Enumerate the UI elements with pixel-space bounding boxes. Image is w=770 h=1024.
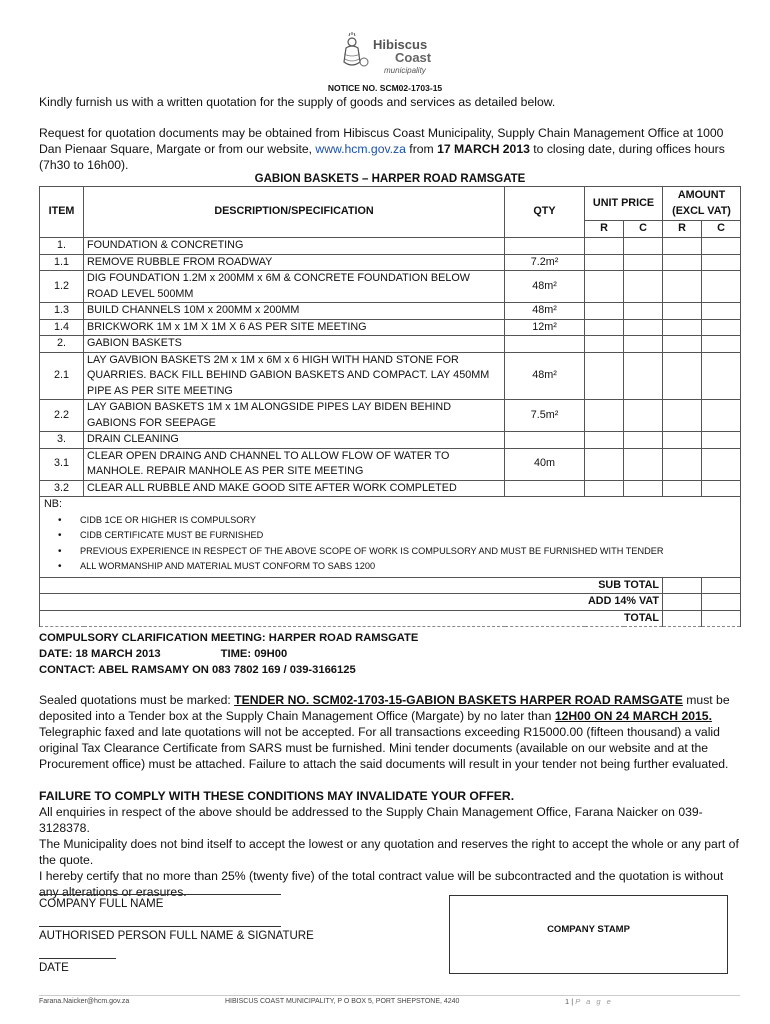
subtotal-rand-cell[interactable] bbox=[663, 577, 702, 594]
unit-cents-cell[interactable] bbox=[624, 352, 663, 400]
row-qty: 7.2m² bbox=[505, 254, 585, 271]
amount-rand-cell[interactable] bbox=[663, 271, 702, 303]
row-description: DRAIN CLEANING bbox=[84, 432, 505, 449]
header-qty: QTY bbox=[505, 187, 585, 238]
unit-cents-cell[interactable] bbox=[624, 319, 663, 336]
table-row bbox=[40, 352, 741, 400]
amount-rand-cell[interactable] bbox=[663, 400, 702, 432]
row-item: 1.3 bbox=[40, 303, 84, 320]
conditions-section bbox=[39, 788, 739, 900]
unit-rand-cell[interactable] bbox=[585, 480, 624, 497]
date-field[interactable] bbox=[39, 958, 116, 974]
enquiries-text: All enquiries in respect of the above should be addressed to the Supply Chain Management Office, Farana Naicker on 039-3128378. bbox=[39, 805, 703, 835]
table-row bbox=[40, 254, 741, 271]
authorised-person-label: AUTHORISED PERSON FULL NAME & SIGNATURE bbox=[39, 930, 314, 942]
amount-cents-cell[interactable] bbox=[702, 336, 741, 353]
page-footer bbox=[39, 995, 740, 1013]
header-amount-note: (EXCL VAT) bbox=[672, 204, 731, 217]
header-amount bbox=[663, 187, 741, 221]
unit-cents-cell[interactable] bbox=[624, 480, 663, 497]
row-qty bbox=[505, 336, 585, 353]
nb-list bbox=[44, 513, 736, 575]
amount-cents-cell[interactable] bbox=[702, 319, 741, 336]
row-qty bbox=[505, 432, 585, 449]
row-item: 1.1 bbox=[40, 254, 84, 271]
header-amount-rand: R bbox=[663, 221, 702, 238]
page-label: P a g e bbox=[575, 997, 613, 1006]
vat-rand-cell[interactable] bbox=[663, 594, 702, 611]
amount-cents-cell[interactable] bbox=[702, 303, 741, 320]
unit-cents-cell[interactable] bbox=[624, 271, 663, 303]
row-description: BRICKWORK 1M x 1M X 1M X 6 AS PER SITE MEETING bbox=[84, 319, 505, 336]
header-unit-price: UNIT PRICE bbox=[585, 187, 663, 221]
total-rand-cell[interactable] bbox=[663, 610, 702, 627]
amount-rand-cell[interactable] bbox=[663, 238, 702, 255]
row-item: 2. bbox=[40, 336, 84, 353]
unit-cents-cell[interactable] bbox=[624, 400, 663, 432]
request-text-1: Request for quotation documents may be obtained from Hibiscus Coast Municipality, Supply Chain Management Office at 1000 Dan Pienaar Square, Margate or from our website, bbox=[39, 126, 724, 156]
amount-rand-cell[interactable] bbox=[663, 254, 702, 271]
amount-rand-cell[interactable] bbox=[663, 352, 702, 400]
signature-line bbox=[39, 894, 281, 895]
unit-rand-cell[interactable] bbox=[585, 254, 624, 271]
table-title: GABION BASKETS – HARPER ROAD RAMSGATE bbox=[254, 173, 526, 185]
row-item: 3. bbox=[40, 432, 84, 449]
logo-name-line2: Coast bbox=[395, 50, 432, 65]
meeting-date: DATE: 18 MARCH 2013 bbox=[39, 648, 161, 660]
notice-number: NOTICE NO. SCM02-1703-15 bbox=[327, 83, 443, 93]
certify-text: I hereby certify that no more than 25% (twenty five) of the total contract value will be subcontracted and the quotation is without any alterations or erasures. bbox=[39, 869, 724, 899]
row-qty: 40m bbox=[505, 448, 585, 480]
unit-cents-cell[interactable] bbox=[624, 254, 663, 271]
amount-cents-cell[interactable] bbox=[702, 432, 741, 449]
request-paragraph bbox=[39, 125, 739, 173]
row-item: 1.4 bbox=[40, 319, 84, 336]
amount-cents-cell[interactable] bbox=[702, 271, 741, 303]
table-row bbox=[40, 271, 741, 303]
authorised-person-field[interactable] bbox=[39, 926, 314, 942]
unit-rand-cell[interactable] bbox=[585, 271, 624, 303]
table-row bbox=[40, 319, 741, 336]
page-number: 1 bbox=[565, 997, 570, 1006]
quotation-table bbox=[39, 186, 741, 627]
sealed-paragraph bbox=[39, 692, 739, 772]
row-qty: 48m² bbox=[505, 352, 585, 400]
meeting-line: COMPULSORY CLARIFICATION MEETING: HARPER ROAD RAMSGATE bbox=[39, 632, 419, 644]
meeting-time: TIME: 09H00 bbox=[220, 648, 288, 660]
header-amount-label: AMOUNT bbox=[677, 189, 726, 201]
table-row bbox=[40, 480, 741, 497]
amount-cents-cell[interactable] bbox=[702, 352, 741, 400]
unit-rand-cell[interactable] bbox=[585, 238, 624, 255]
amount-rand-cell[interactable] bbox=[663, 480, 702, 497]
unit-rand-cell[interactable] bbox=[585, 303, 624, 320]
nb-cell bbox=[40, 497, 741, 578]
company-stamp-label: COMPANY STAMP bbox=[547, 924, 630, 935]
unit-cents-cell[interactable] bbox=[624, 336, 663, 353]
row-item: 2.2 bbox=[40, 400, 84, 432]
sealed-text-2: must be deposited into a Tender box at the Supply Chain Management Office (Margate) by no later than bbox=[39, 693, 730, 723]
municipality-logo bbox=[340, 32, 450, 76]
row-description: CLEAR ALL RUBBLE AND MAKE GOOD SITE AFTER WORK COMPLETED bbox=[84, 480, 505, 497]
unit-rand-cell[interactable] bbox=[585, 448, 624, 480]
row-item: 2.1 bbox=[40, 352, 84, 400]
unit-rand-cell[interactable] bbox=[585, 400, 624, 432]
meeting-contact: CONTACT: ABEL RAMSAMY ON 083 7802 169 / 039-3166125 bbox=[39, 664, 356, 676]
subtotal-label: SUB TOTAL bbox=[40, 577, 663, 594]
vat-label: ADD 14% VAT bbox=[40, 594, 663, 611]
signature-line bbox=[39, 958, 116, 959]
footer-email[interactable]: Farana.Naicker@hcm.gov.za bbox=[39, 998, 130, 1005]
row-item: 1. bbox=[40, 238, 84, 255]
row-description: CLEAR OPEN DRAING AND CHANNEL TO ALLOW FLOW OF WATER TO MANHOLE. REPAIR MANHOLE AS PER SITE MEETING bbox=[84, 448, 505, 480]
failure-heading: FAILURE TO COMPLY WITH THESE CONDITIONS MAY INVALIDATE YOUR OFFER. bbox=[39, 789, 515, 803]
amount-rand-cell[interactable] bbox=[663, 303, 702, 320]
row-description: LAY GABION BASKETS 1M x 1M ALONGSIDE PIPES LAY BIDEN BEHIND GABIONS FOR SEEPAGE bbox=[84, 400, 505, 432]
row-item: 3.1 bbox=[40, 448, 84, 480]
row-description: LAY GAVBION BASKETS 2M x 1M x 6M x 6 HIGH WITH HAND STONE FOR QUARRIES. BACK FILL BEHIND GABION BASKETS AND COMPACT. LAY 450MM PIPE AS PER SITE MEETING bbox=[84, 352, 505, 400]
row-qty bbox=[505, 480, 585, 497]
unit-cents-cell[interactable] bbox=[624, 448, 663, 480]
nb-section bbox=[40, 497, 741, 578]
company-stamp-box[interactable] bbox=[449, 895, 728, 974]
total-label: TOTAL bbox=[40, 610, 663, 627]
row-qty bbox=[505, 238, 585, 255]
table-row bbox=[40, 432, 741, 449]
tender-reference: TENDER NO. SCM02-1703-15-GABION BASKETS HARPER ROAD RAMSGATE bbox=[234, 693, 683, 707]
header-description: DESCRIPTION/SPECIFICATION bbox=[84, 187, 505, 238]
amount-rand-cell[interactable] bbox=[663, 432, 702, 449]
nb-item: • PREVIOUS EXPERIENCE IN RESPECT OF THE ABOVE SCOPE OF WORK IS COMPULSORY AND MUST BE FURNISHED WITH TENDER bbox=[66, 544, 736, 560]
table-row bbox=[40, 400, 741, 432]
amount-rand-cell[interactable] bbox=[663, 448, 702, 480]
company-name-field[interactable] bbox=[39, 894, 281, 910]
nb-label: NB: bbox=[44, 498, 62, 510]
bind-text: The Municipality does not bind itself to accept the lowest or any quotation and reserves the right to accept the whole or any part of the quote. bbox=[39, 837, 739, 867]
closing-deadline: 12H00 ON 24 MARCH 2015. bbox=[554, 709, 712, 723]
sealed-text-3: Telegraphic faxed and late quotations will not be accepted. For all transactions exceeding R15000.00 (fifteen thousand) a valid original Tax Clearance Certificate from SARS must be furnished. Mini tender documents (available on our website and at the Procurement office) must be attached. Failure to attach the said documents will result in your tender not being further evaluated. bbox=[39, 725, 729, 771]
amount-cents-cell[interactable] bbox=[702, 254, 741, 271]
nb-item: • CIDB 1CE OR HIGHER IS COMPULSORY bbox=[66, 513, 736, 529]
unit-rand-cell[interactable] bbox=[585, 432, 624, 449]
unit-rand-cell[interactable] bbox=[585, 319, 624, 336]
company-name-label: COMPANY FULL NAME bbox=[39, 898, 164, 910]
vat-cents-cell[interactable] bbox=[702, 594, 741, 611]
amount-cents-cell[interactable] bbox=[702, 480, 741, 497]
unit-cents-cell[interactable] bbox=[624, 303, 663, 320]
amount-cents-cell[interactable] bbox=[702, 400, 741, 432]
table-row bbox=[40, 238, 741, 255]
sealed-text-1: Sealed quotations must be marked: bbox=[39, 693, 235, 707]
footer-address: HIBISCUS COAST MUNICIPALITY, P O BOX 5, PORT SHEPSTONE, 4240 bbox=[225, 998, 460, 1005]
row-description: BUILD CHANNELS 10M x 200MM x 200MM bbox=[84, 303, 505, 320]
request-date: 17 MARCH 2013 bbox=[437, 142, 530, 156]
signature-line bbox=[39, 926, 281, 927]
table-row bbox=[40, 448, 741, 480]
row-description: GABION BASKETS bbox=[84, 336, 505, 353]
amount-cents-cell[interactable] bbox=[702, 448, 741, 480]
website-link[interactable]: www.hcm.gov.za bbox=[315, 142, 406, 156]
intro-paragraph: Kindly furnish us with a written quotation for the supply of goods and services as detailed below. bbox=[39, 95, 556, 109]
amount-cents-cell[interactable] bbox=[702, 238, 741, 255]
logo-subtitle: municipality bbox=[384, 66, 426, 75]
header-unit-rand: R bbox=[585, 221, 624, 238]
nb-item: • CIDB CERTIFICATE MUST BE FURNISHED bbox=[66, 528, 736, 544]
total-row bbox=[40, 610, 741, 627]
date-label: DATE bbox=[39, 962, 69, 974]
row-qty: 48m² bbox=[505, 303, 585, 320]
amount-rand-cell[interactable] bbox=[663, 336, 702, 353]
row-qty: 12m² bbox=[505, 319, 585, 336]
nb-item: • ALL WORMANSHIP AND MATERIAL MUST CONFORM TO SABS 1200 bbox=[66, 559, 736, 575]
clarification-meeting bbox=[39, 630, 418, 678]
unit-cents-cell[interactable] bbox=[624, 432, 663, 449]
unit-rand-cell[interactable] bbox=[585, 336, 624, 353]
unit-rand-cell[interactable] bbox=[585, 352, 624, 400]
row-description: DIG FOUNDATION 1.2M x 200MM x 6M & CONCRETE FOUNDATION BELOW ROAD LEVEL 500MM bbox=[84, 271, 505, 303]
request-text-2: from bbox=[405, 142, 438, 156]
row-qty: 48m² bbox=[505, 271, 585, 303]
header-amount-cents: C bbox=[702, 221, 741, 238]
table-row bbox=[40, 303, 741, 320]
header-item: ITEM bbox=[40, 187, 84, 238]
total-cents-cell[interactable] bbox=[702, 610, 741, 627]
row-qty: 7.5m² bbox=[505, 400, 585, 432]
row-description: REMOVE RUBBLE FROM ROADWAY bbox=[84, 254, 505, 271]
row-description: FOUNDATION & CONCRETING bbox=[84, 238, 505, 255]
subtotal-cents-cell[interactable] bbox=[702, 577, 741, 594]
row-item: 3.2 bbox=[40, 480, 84, 497]
header-unit-cents: C bbox=[624, 221, 663, 238]
footer-page: 1 | P a g e bbox=[565, 997, 613, 1006]
table-row bbox=[40, 336, 741, 353]
logo-name-line1: Hibiscus bbox=[373, 37, 428, 52]
vat-row bbox=[40, 594, 741, 611]
request-text-3: to closing date, during offices hours (7h30 to 16h00). bbox=[39, 142, 725, 172]
hibiscus-crest-icon bbox=[340, 32, 374, 76]
subtotal-row bbox=[40, 577, 741, 594]
meeting-date-time bbox=[39, 646, 418, 662]
amount-rand-cell[interactable] bbox=[663, 319, 702, 336]
row-item: 1.2 bbox=[40, 271, 84, 303]
unit-cents-cell[interactable] bbox=[624, 238, 663, 255]
